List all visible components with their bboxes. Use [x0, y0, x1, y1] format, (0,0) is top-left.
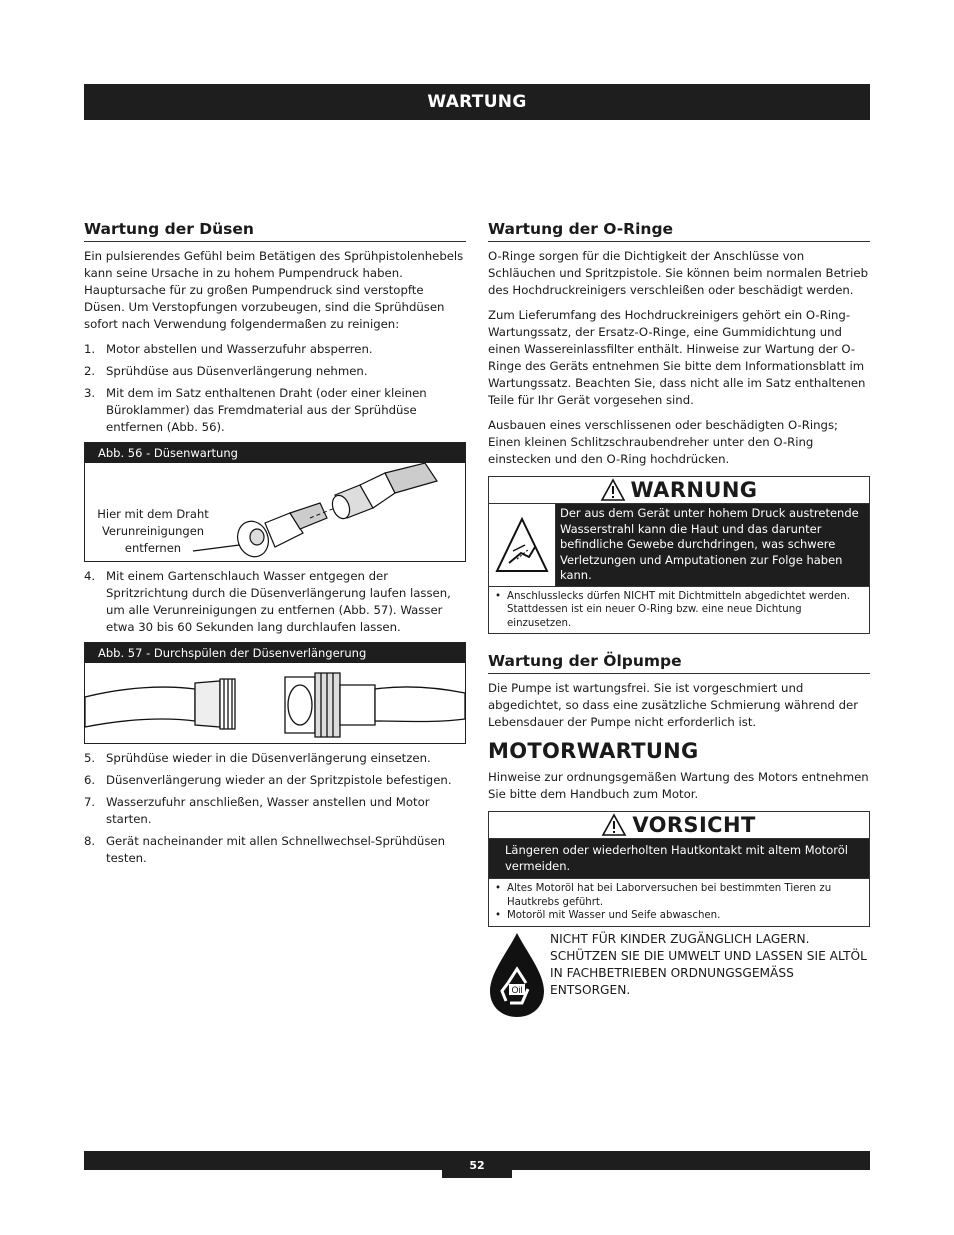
list-item: [84, 794, 466, 828]
oil-text-line-2: SCHÜTZEN SIE DIE UMWELT UND LASSEN SIE ALTÖL IN FACHBETRIEBEN ORDNUNGSGEMÄSS ENTSORGEN.: [550, 948, 867, 997]
step-number: 8.: [84, 834, 96, 848]
caution-title: VORSICHT: [632, 813, 756, 837]
oring-paragraph-3: Ausbauen eines verschlissenen oder beschädigten O-Rings; Einen kleinen Schlitzschraubendreher unter den O-Ring einstecken und den O-Ring hochdrücken.: [488, 418, 838, 466]
oring-paragraph-2: Zum Lieferumfang des Hochdruckreinigers gehört ein O-Ring-Wartungssatz, der Ersatz-O-Ringe, eine Gummidichtung und einen Wassereinlassfilter enthält. Hinweise zur Wartung der O-Ringe des Geräts entnehmen Sie bitte dem Informationsblatt im Wartungssatz. Beachten Sie, dass nicht alle im Satz enthaltenen Teile für Ihr Gerät vorgesehen sind.: [488, 308, 866, 407]
warning-title: WARNUNG: [630, 478, 758, 502]
figure-56: [84, 442, 466, 562]
hose-drawing: [85, 663, 465, 743]
step-text: Mit einem Gartenschlauch Wasser entgegen der Spritzrichtung durch die Düsenverlängerung laufen lassen, um alle Verunreinigungen zu entfernen (Abb. 57). Wasser etwa 30 bis 60 Sekunden lang durchlaufen lassen.: [106, 569, 451, 634]
step-text: Düsenverlängerung wieder an der Spritzpistole befestigen.: [106, 773, 452, 787]
warning-box: [488, 476, 870, 634]
oil-disposal-text: [550, 931, 870, 1019]
list-item: [84, 363, 466, 380]
step-number: 2.: [84, 364, 96, 378]
caution-bullets: [489, 879, 869, 926]
section-title-orings: Wartung der O-Ringe: [488, 220, 870, 242]
steps-list-c: [84, 750, 466, 867]
warning-header: [489, 477, 869, 504]
motor-paragraph: Hinweise zur ordnungsgemäßen Wartung des Motors entnehmen Sie bitte dem Handbuch zum Motor.: [488, 770, 869, 801]
step-text: Motor abstellen und Wasserzufuhr absperren.: [106, 342, 373, 356]
oil-icon-label: Oil: [511, 984, 523, 995]
step-number: 7.: [84, 795, 96, 809]
nozzle-illustration: [85, 463, 465, 561]
list-item: • Anschlusslecks dürfen NICHT mit Dichtmitteln abgedichtet werden. Stattdessen ist ein neuer O-Ring bzw. eine neue Dichtung einzusetzen.: [493, 590, 865, 631]
step-text: Gerät nacheinander mit allen Schnellwechsel-Sprühdüsen testen.: [106, 834, 446, 865]
high-pressure-injection-icon: [489, 504, 556, 586]
list-item: [84, 385, 466, 436]
list-item: • Motoröl mit Wasser und Seife abwaschen.: [493, 909, 865, 923]
list-item: [84, 341, 466, 358]
figure-57: [84, 642, 466, 744]
right-column: [488, 220, 870, 1019]
step-text: Mit dem im Satz enthaltenen Draht (oder einer kleinen Büroklammer) das Fremdmaterial aus der Sprühdüse entfernen (Abb. 56).: [106, 386, 427, 434]
warning-bullets: [489, 587, 869, 634]
oil-text-line-1: NICHT FÜR KINDER ZUGÄNGLICH LAGERN.: [550, 931, 810, 946]
warning-triangle-icon: [602, 814, 626, 836]
caution-header: [489, 812, 869, 839]
list-item: [84, 772, 466, 789]
step-text: Sprühdüse wieder in die Düsenverlängerung einsetzen.: [106, 751, 431, 765]
section-title-nozzles: Wartung der Düsen: [84, 220, 466, 242]
motor-maintenance-heading: MOTORWARTUNG: [488, 739, 699, 763]
list-item: [84, 833, 466, 867]
figure-caption: Abb. 57 - Durchspülen der Düsenverlängerung: [85, 643, 465, 663]
step-number: 1.: [84, 342, 96, 356]
caution-box: [488, 811, 870, 927]
oil-recycle-icon: [488, 931, 546, 1019]
left-column: [84, 220, 466, 872]
warning-row: [489, 504, 869, 587]
section-title-oil-pump: Wartung der Ölpumpe: [488, 652, 870, 674]
steps-list-a: [84, 341, 466, 436]
page-number: 52: [442, 1151, 512, 1178]
nozzle-drawing: [85, 463, 465, 561]
warning-text: Der aus dem Gerät unter hohem Druck austretende Wasserstrahl kann die Haut und das darunter befindliche Gewebe durchdringen, was schwere Verletzungen und Amputationen zur Folge haben kann.: [556, 504, 869, 586]
step-number: 6.: [84, 773, 96, 787]
oil-disposal-notice: [488, 931, 870, 1019]
step-text: Wasserzufuhr anschließen, Wasser anstellen und Motor starten.: [106, 795, 430, 826]
steps-list-b: [84, 568, 466, 636]
step-number: 5.: [84, 751, 96, 765]
list-item: [84, 568, 466, 636]
figure-caption: Abb. 56 - Düsenwartung: [85, 443, 465, 463]
hose-illustration: [85, 663, 465, 743]
list-item: • Altes Motoröl hat bei Laborversuchen bei bestimmten Tieren zu Hautkrebs geführt.: [493, 882, 865, 909]
figure-callout-label: Hier mit dem Draht Verunreinigungen entfernen: [97, 507, 209, 555]
step-text: Sprühdüse aus Düsenverlängerung nehmen.: [106, 364, 368, 378]
oring-paragraph-1: O-Ringe sorgen für die Dichtigkeit der Anschlüsse von Schläuchen und Spritzpistole. Sie können beim normalen Betrieb des Hochdruckreinigers verschleißen oder beschädigt werden.: [488, 249, 869, 297]
oil-pump-paragraph: Die Pumpe ist wartungsfrei. Sie ist vorgeschmiert und abgedichtet, so dass eine zusätzliche Schmierung während der Lebensdauer der Pumpe nicht erforderlich ist.: [488, 681, 859, 729]
step-number: 4.: [84, 569, 96, 583]
warning-triangle-icon: [601, 479, 625, 501]
list-item: [84, 750, 466, 767]
step-number: 3.: [84, 386, 96, 400]
caution-text: Längeren oder wiederholten Hautkontakt mit altem Motoröl vermeiden.: [489, 839, 869, 879]
intro-paragraph: Ein pulsierendes Gefühl beim Betätigen des Sprühpistolenhebels kann seine Ursache in zu hohem Pumpendruck haben. Hauptursache für zu großen Pumpendruck sind verstopfte Düsen. Um Verstopfungen vorzubeugen, sind die Sprühdüsen sofort nach Verwendung folgendermaßen zu reinigen:: [84, 249, 464, 331]
page-header: WARTUNG: [84, 84, 870, 120]
